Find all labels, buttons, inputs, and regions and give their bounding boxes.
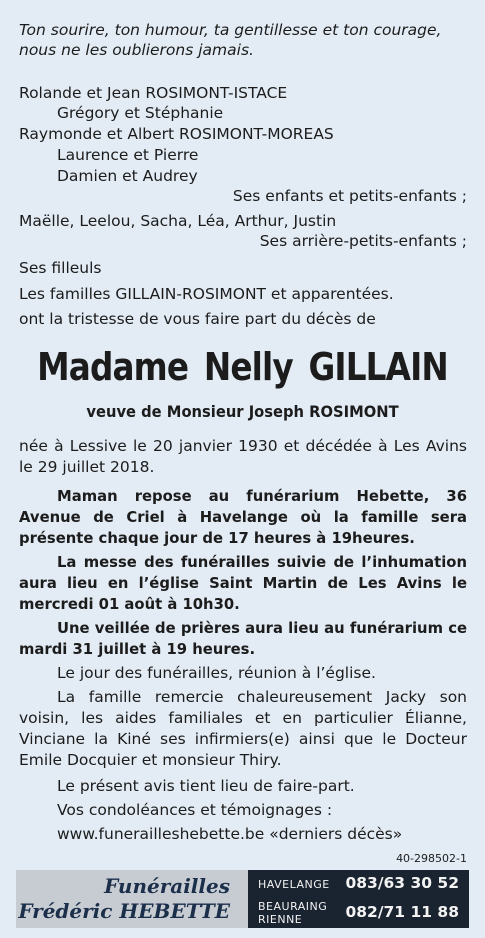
place-rienne: RIENNE bbox=[258, 913, 303, 926]
deceased-subtitle: veuve de Monsieur Joseph ROSIMONT bbox=[86, 402, 399, 421]
family-line-6: Ses enfants et petits-enfants ; bbox=[232, 187, 467, 205]
place-beauraing: BEAURAING bbox=[258, 900, 328, 913]
meeting-paragraph: Le jour des funérailles, réunion à l’église. bbox=[57, 664, 376, 682]
phone-beauraing[interactable]: 082/71 11 88 bbox=[345, 903, 459, 921]
mass-paragraph: La messe des funérailles suivie de l’inhumation aura lieu en l’église Saint Martin de Les Avins le mercredi 01 août à 10h30. bbox=[19, 554, 467, 613]
quote-line-2: nous ne les oublierons jamais. bbox=[19, 41, 254, 59]
reference-number: 40-298502-1 bbox=[396, 852, 467, 865]
phone-havelange[interactable]: 083/63 30 52 bbox=[345, 874, 459, 892]
condolences-paragraph: Vos condoléances et témoignages : bbox=[57, 801, 333, 819]
family-line-5: Damien et Audrey bbox=[57, 167, 198, 185]
family-line-10: Les familles GILLAIN-ROSIMONT et apparentées. bbox=[19, 285, 394, 303]
vigil-paragraph: Une veillée de prières aura lieu au funérarium ce mardi 31 juillet à 19 heures. bbox=[19, 620, 467, 658]
funeral-director-brand bbox=[16, 870, 248, 928]
family-line-2: Grégory et Stéphanie bbox=[57, 104, 224, 122]
quote-line-1: Ton sourire, ton humour, ta gentillesse et ton courage, bbox=[19, 21, 442, 39]
family-line-3: Raymonde et Albert ROSIMONT-MOREAS bbox=[19, 125, 334, 143]
notice-paragraph: Le présent avis tient lieu de faire-part. bbox=[57, 777, 355, 795]
family-line-4: Laurence et Pierre bbox=[57, 146, 199, 164]
family-line-1: Rolande et Jean ROSIMONT-ISTACE bbox=[19, 84, 288, 102]
brand-line-2: Frédéric HEBETTE bbox=[18, 899, 230, 923]
thanks-paragraph: La famille remercie chaleureusement Jacky son voisin, les aides familiales et en particulier Élianne, Vinciane la Kiné ses infirmiers(e) ainsi que le Docteur Emile Docquier et monsieur Thiry. bbox=[19, 688, 467, 769]
contact-panel bbox=[248, 870, 469, 928]
family-line-8: Ses arrière-petits-enfants ; bbox=[259, 232, 467, 250]
brand-line-1: Funérailles bbox=[104, 874, 230, 898]
funeral-home-paragraph: Maman repose au funérarium Hebette, 36 Avenue de Criel à Havelange où la famille sera présente chaque jour de 17 heures à 19heures. bbox=[19, 488, 467, 547]
website-link[interactable]: www.funerailleshebette.be «derniers décès» bbox=[57, 825, 403, 843]
place-havelange: HAVELANGE bbox=[258, 878, 330, 891]
birth-death-paragraph: née à Lessive le 20 janvier 1930 et décédée à Les Avins le 29 juillet 2018. bbox=[19, 437, 467, 476]
epitaph-quote bbox=[19, 20, 474, 60]
deceased-name: Madame Nelly GILLAIN bbox=[37, 345, 448, 389]
family-line-7: Maëlle, Leelou, Sacha, Léa, Arthur, Justin bbox=[19, 212, 337, 230]
family-line-9: Ses filleuls bbox=[19, 259, 102, 277]
family-line-11: ont la tristesse de vous faire part du décès de bbox=[19, 310, 376, 328]
